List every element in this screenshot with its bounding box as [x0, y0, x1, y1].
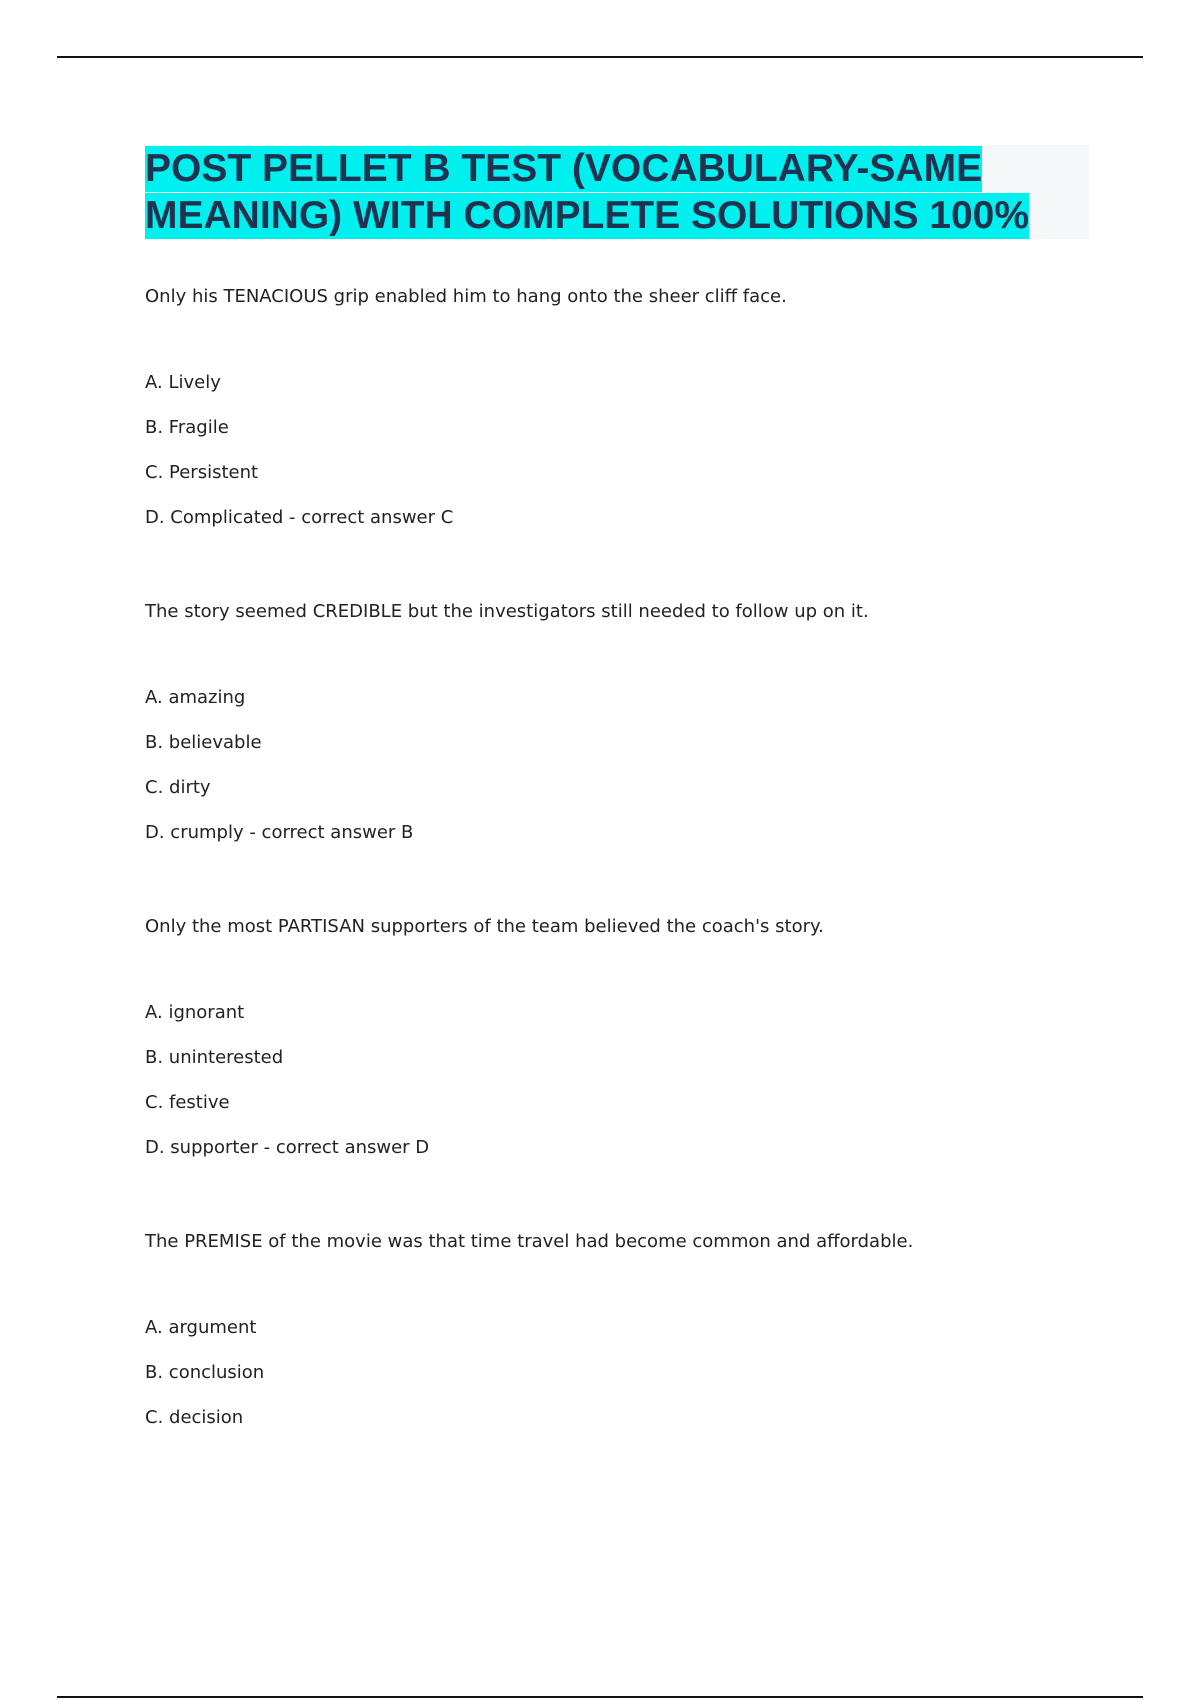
question-item — [145, 1228, 1145, 1432]
question-item — [145, 283, 1145, 532]
footer-rule — [57, 1696, 1143, 1698]
title-block — [145, 145, 1089, 239]
answer-option: A. Lively — [145, 372, 221, 393]
question-item — [145, 598, 1145, 847]
answer-option: A. ignorant — [145, 1002, 245, 1023]
question-prompt: The story seemed CREDIBLE but the investigators still needed to follow up on it. — [145, 601, 869, 622]
question-list — [145, 283, 1145, 1498]
answer-option: C. Persistent — [145, 462, 259, 483]
answer-option: B. uninterested — [145, 1047, 284, 1068]
answer-option: B. Fragile — [145, 417, 229, 438]
answer-option: D. Complicated - correct answer C — [145, 507, 454, 528]
answer-option: D. crumply - correct answer B — [145, 822, 414, 843]
header-rule — [57, 56, 1143, 58]
answer-option: C. festive — [145, 1092, 230, 1113]
answer-option: B. believable — [145, 732, 262, 753]
question-prompt: The PREMISE of the movie was that time travel had become common and affordable. — [145, 1231, 914, 1252]
answer-option: A. amazing — [145, 687, 246, 708]
question-item — [145, 913, 1145, 1162]
answer-option: C. decision — [145, 1407, 244, 1428]
question-prompt: Only the most PARTISAN supporters of the team believed the coach's story. — [145, 916, 824, 937]
answer-option: D. supporter - correct answer D — [145, 1137, 430, 1158]
title-highlight: POST PELLET B TEST (VOCABULARY-SAME MEANING) WITH COMPLETE SOLUTIONS 100% — [145, 147, 1030, 237]
question-prompt: Only his TENACIOUS grip enabled him to hang onto the sheer cliff face. — [145, 286, 787, 307]
page-title — [145, 145, 1089, 239]
answer-option: C. dirty — [145, 777, 211, 798]
answer-option: B. conclusion — [145, 1362, 265, 1383]
answer-option: A. argument — [145, 1317, 257, 1338]
